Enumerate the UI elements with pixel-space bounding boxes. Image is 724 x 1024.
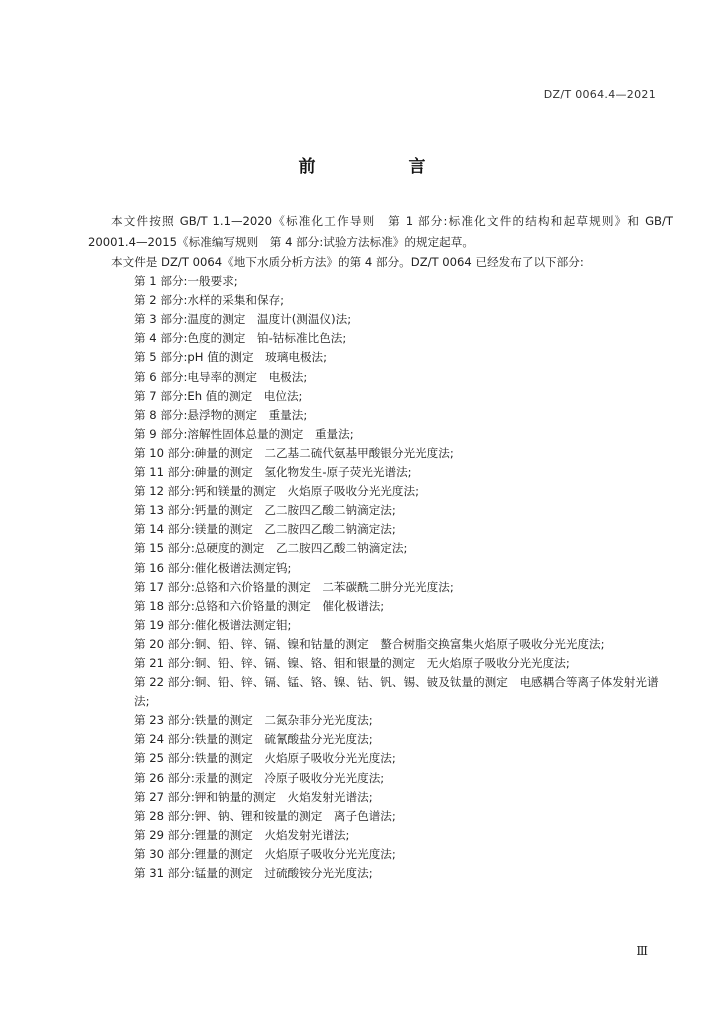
intro-paragraph: 本文件是 DZ/T 0064《地下水质分析方法》的第 4 部分。DZ/T 0064 已经发布了以下部分: xyxy=(111,255,584,269)
page-title: 前 言 xyxy=(298,157,464,177)
list-item: 第 5 部分:pH 值的测定 玻璃电极法; xyxy=(134,350,328,365)
list-item: 第 19 部分:催化极谱法测定钼; xyxy=(134,617,292,632)
list-item: 第 9 部分:溶解性固体总量的测定 重量法; xyxy=(134,426,354,441)
parts-list xyxy=(88,272,673,883)
list-item: 第 16 部分:催化极谱法测定钨; xyxy=(134,560,292,575)
list-item: 第 1 部分:一般要求; xyxy=(134,274,238,289)
list-item: 第 24 部分:铁量的测定 硫氰酸盐分光光度法; xyxy=(134,732,373,747)
list-item: 第 27 部分:钾和钠量的测定 火焰发射光谱法; xyxy=(134,789,373,804)
list-item: 第 6 部分:电导率的测定 电极法; xyxy=(134,369,308,384)
list-item: 第 17 部分:总铬和六价铬量的测定 二苯碳酰二肼分光光度法; xyxy=(134,579,454,594)
standard-code: DZ/T 0064.4—2021 xyxy=(543,88,656,101)
intro-paragraph: 本文件按照 GB/T 1.1—2020《标准化工作导则 第 1 部分:标准化文件的结构和起草规则》和 GB/T 20001.4—2015《标准编写规则 第 4 部分:试验方法标准》的规定起草。 xyxy=(88,214,673,249)
list-item: 第 22 部分:铜、铅、锌、镉、锰、铬、镍、钴、钒、锡、铍及钛量的测定 电感耦合等离子体发射光谱法; xyxy=(134,675,659,709)
list-item: 第 21 部分:铜、铅、锌、镉、镍、铬、钼和银量的测定 无火焰原子吸收分光光度法; xyxy=(134,655,570,670)
list-item: 第 3 部分:温度的测定 温度计(测温仪)法; xyxy=(134,312,352,327)
page-number: Ⅲ xyxy=(636,944,648,958)
list-item: 第 18 部分:总铬和六价铬量的测定 催化极谱法; xyxy=(134,598,385,613)
list-item: 第 23 部分:铁量的测定 二氮杂菲分光光度法; xyxy=(134,713,373,728)
list-item: 第 8 部分:悬浮物的测定 重量法; xyxy=(134,407,308,422)
list-item: 第 2 部分:水样的采集和保存; xyxy=(134,293,285,308)
body-text xyxy=(88,211,673,883)
list-item: 第 30 部分:锂量的测定 火焰原子吸收分光光度法; xyxy=(134,846,396,861)
list-item: 第 28 部分:钾、钠、锂和铵量的测定 离子色谱法; xyxy=(134,808,396,823)
list-item: 第 29 部分:锂量的测定 火焰发射光谱法; xyxy=(134,827,350,842)
list-item: 第 13 部分:钙量的测定 乙二胺四乙酸二钠滴定法; xyxy=(134,503,396,518)
list-item: 第 26 部分:汞量的测定 冷原子吸收分光光度法; xyxy=(134,770,385,785)
list-item: 第 20 部分:铜、铅、锌、镉、镍和钴量的测定 螯合树脂交换富集火焰原子吸收分光光度法; xyxy=(134,636,605,651)
list-item: 第 10 部分:砷量的测定 二乙基二硫代氨基甲酸银分光光度法; xyxy=(134,445,454,460)
list-item: 第 25 部分:铁量的测定 火焰原子吸收分光光度法; xyxy=(134,751,396,766)
list-item: 第 15 部分:总硬度的测定 乙二胺四乙酸二钠滴定法; xyxy=(134,541,408,556)
list-item: 第 14 部分:镁量的测定 乙二胺四乙酸二钠滴定法; xyxy=(134,522,396,537)
list-item: 第 12 部分:钙和镁量的测定 火焰原子吸收分光光度法; xyxy=(134,484,419,499)
list-item: 第 4 部分:色度的测定 铂-钴标准比色法; xyxy=(134,331,347,346)
list-item: 第 31 部分:锰量的测定 过硫酸铵分光光度法; xyxy=(134,866,373,880)
list-item: 第 7 部分:Eh 值的测定 电位法; xyxy=(134,388,303,403)
list-item: 第 11 部分:砷量的测定 氢化物发生-原子荧光光谱法; xyxy=(134,465,412,480)
